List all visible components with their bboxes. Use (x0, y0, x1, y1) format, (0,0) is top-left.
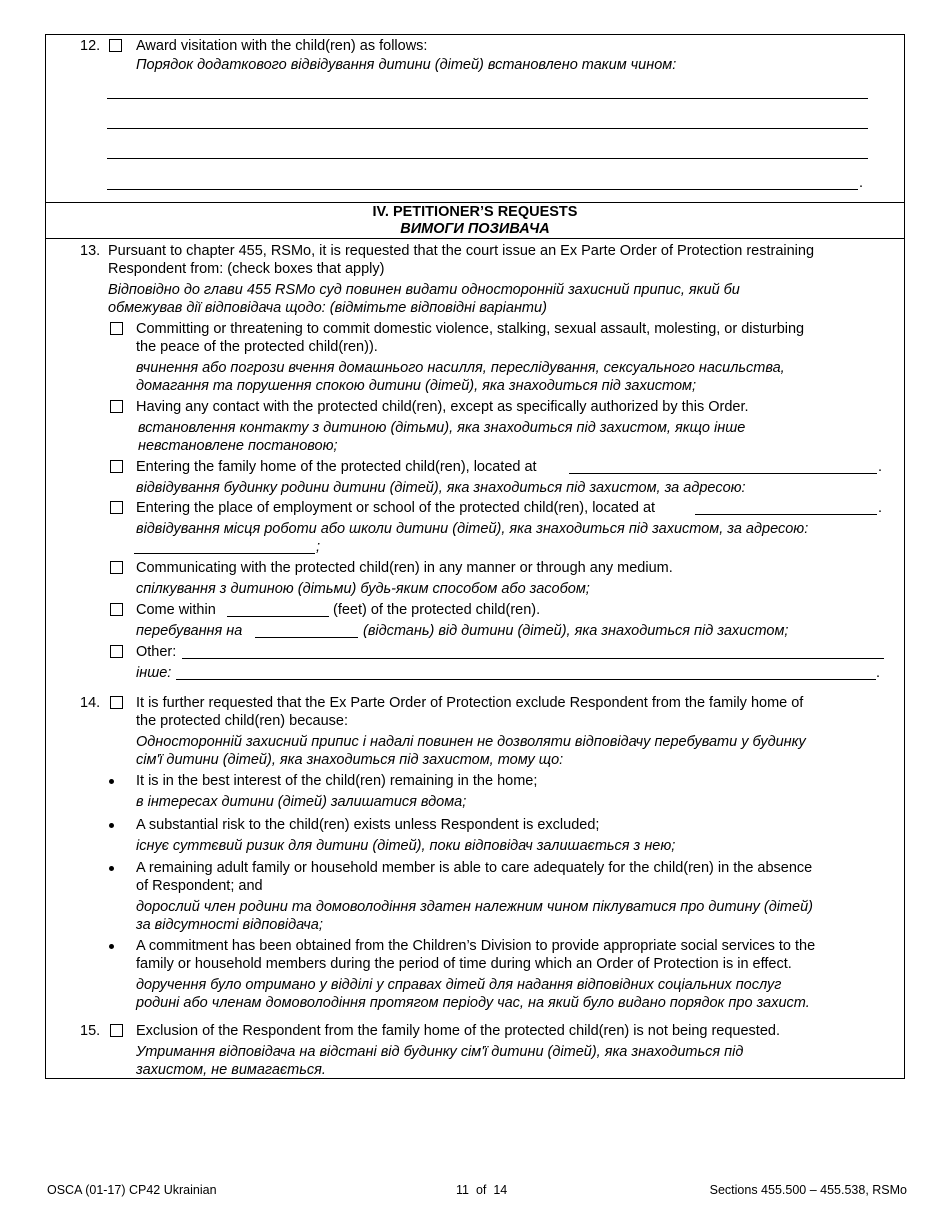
opt-communicating-uk: спілкування з дитиною (дітьми) будь-яким способом або засобом; (136, 581, 590, 597)
bullet-2-uk: існує суттєвий ризик для дитини (дітей), поки відповідач залишається з нею; (136, 838, 676, 854)
footer-statute-sections: Sections 455.500 – 455.538, RSMo (709, 1183, 907, 1197)
item-13-text-uk-1: Відповідно до глави 455 RSMo суд повинен видати односторонній захисний припис, який би (108, 282, 740, 298)
item-14-checkbox[interactable] (110, 696, 123, 709)
opt-family-home-uk: відвідування будинку родини дитини (дітей), яка знаходиться під захистом, за адресою: (136, 480, 746, 496)
opt-contact-uk-2: невстановлене постановою; (138, 438, 338, 454)
section-title: IV. PETITIONER’S REQUESTS (372, 204, 578, 220)
opt-communicating-en: Communicating with the protected child(ren) in any manner or through any medium. (136, 560, 673, 576)
opt-other-uk: інше: (136, 665, 172, 681)
bullet-icon (109, 866, 114, 871)
visitation-line-4[interactable] (107, 189, 858, 190)
item-12-number: 12. (80, 38, 101, 54)
bullet-1-uk: в інтересах дитини (дітей) залишатися вдома; (136, 794, 467, 810)
item-14-text-en-1: It is further requested that the Ex Parte Order of Protection exclude Respondent from the family home of (136, 695, 804, 711)
footer-form-id: OSCA (01-17) CP42 Ukrainian (47, 1183, 217, 1197)
bullet-icon (109, 823, 114, 828)
employment-address-line[interactable] (695, 514, 877, 515)
item-13-number: 13. (80, 243, 101, 259)
opt-domestic-violence-en-1: Committing or threatening to commit domestic violence, stalking, sexual assault, molesting, or disturbing (136, 321, 805, 337)
item-15-number: 15. (80, 1023, 101, 1039)
item-14-text-uk-2: сім'ї дитини (дітей), яка знаходиться під захистом, тому що: (136, 752, 564, 768)
item-15-text-uk-2: захистом, не вимагається. (136, 1062, 326, 1078)
item-13-text-uk-2: обмежував дії відповідача щодо: (відмітьте відповідні варіанти) (108, 300, 547, 316)
opt-contact-checkbox[interactable] (110, 400, 123, 413)
opt-distance-uk-a: перебування на (136, 623, 243, 639)
bullet-3-uk-1: дорослий член родини та домоволодіння здатен належним чином піклуватися про дитину (дітей) (136, 899, 813, 915)
bullet-4-en-2: family or household members during the period of time during which an Order of Protection is in effect. (136, 956, 792, 972)
item-14-number: 14. (80, 695, 101, 711)
item-12-text-uk: Порядок додаткового відвідування дитини (дітей) встановлено таким чином: (136, 57, 677, 73)
bullet-icon (109, 944, 114, 949)
opt-family-home-period: . (878, 459, 883, 475)
visitation-line-2[interactable] (107, 128, 868, 129)
opt-employment-checkbox[interactable] (110, 501, 123, 514)
opt-other-period: . (876, 665, 881, 681)
opt-employment-semicolon: ; (316, 539, 321, 555)
page-current: 11 (456, 1183, 469, 1197)
item-12-text-en: Award visitation with the child(ren) as follows: (136, 38, 428, 54)
opt-other-en: Other: (136, 644, 177, 660)
item-15-text-en: Exclusion of the Respondent from the family home of the protected child(ren) is not being requested. (136, 1023, 780, 1039)
family-home-address-line[interactable] (569, 473, 877, 474)
opt-contact-uk-1: встановлення контакту з дитиною (дітьми), яка знаходиться під захистом, якщо інше (138, 420, 746, 436)
distance-feet-line[interactable] (227, 616, 329, 617)
item-15-checkbox[interactable] (110, 1024, 123, 1037)
opt-employment-uk: відвідування місця роботи або школи дитини (дітей), яка знаходиться під захистом, за адресою: (136, 521, 809, 537)
opt-contact-en: Having any contact with the protected child(ren), except as specifically authorized by this Order. (136, 399, 749, 415)
other-line-uk[interactable] (176, 679, 876, 680)
section-subtitle: ВИМОГИ ПОЗИВАЧА (400, 221, 550, 237)
bullet-4-uk-1: доручення було отримано у відділі у справах дітей для надання відповідних соціальних послуг (136, 977, 782, 993)
bullet-4-uk-2: родині або членам домоволодіння протягом періоду час, на який було видано порядок про захист. (136, 995, 810, 1011)
opt-employment-period: . (878, 500, 883, 516)
bullet-1-en: It is in the best interest of the child(ren) remaining in the home; (136, 773, 538, 789)
opt-domestic-violence-uk-1: вчинення або погрози вчення домашнього насилля, переслідування, сексуального насильства, (136, 360, 785, 376)
item-14-text-uk-1: Односторонній захисний припис і надалі повинен не дозволяти відповідачу перебувати у будинку (136, 734, 806, 750)
item-15-text-uk-1: Утримання відповідача на відстані від будинку сім'ї дитини (дітей), яка знаходиться під (136, 1044, 744, 1060)
opt-employment-en: Entering the place of employment or school of the protected child(ren), located at (136, 500, 656, 516)
item-12-period: . (859, 175, 864, 191)
bullet-3-en-2: of Respondent; and (136, 878, 263, 894)
visitation-line-1[interactable] (107, 98, 868, 99)
opt-distance-en-a: Come within (136, 602, 216, 618)
opt-communicating-checkbox[interactable] (110, 561, 123, 574)
visitation-line-3[interactable] (107, 158, 868, 159)
employment-address-line-uk[interactable] (134, 553, 315, 554)
footer-page-number (456, 1182, 507, 1198)
opt-domestic-violence-en-2: the peace of the protected child(ren)). (136, 339, 378, 355)
opt-other-checkbox[interactable] (110, 645, 123, 658)
item-13-text-en-1: Pursuant to chapter 455, RSMo, it is requested that the court issue an Ex Parte Order of Protection restraining (108, 243, 815, 259)
opt-distance-uk-b: (відстань) від дитини (дітей), яка знаходиться під захистом; (363, 623, 789, 639)
opt-domestic-violence-checkbox[interactable] (110, 322, 123, 335)
other-line-en[interactable] (182, 658, 884, 659)
bullet-2-en: A substantial risk to the child(ren) exists unless Respondent is excluded; (136, 817, 600, 833)
distance-uk-line[interactable] (255, 637, 358, 638)
bullet-4-en-1: A commitment has been obtained from the Children’s Division to provide appropriate social services to the (136, 938, 816, 954)
opt-family-home-checkbox[interactable] (110, 460, 123, 473)
bullet-icon (109, 779, 114, 784)
item-14-text-en-2: the protected child(ren) because: (136, 713, 348, 729)
opt-family-home-en: Entering the family home of the protected child(ren), located at (136, 459, 537, 475)
bullet-3-uk-2: за відсутності відповідача; (136, 917, 323, 933)
item-12-checkbox[interactable] (109, 39, 122, 52)
opt-distance-checkbox[interactable] (110, 603, 123, 616)
bullet-3-en-1: A remaining adult family or household member is able to care adequately for the child(ren) in the absence (136, 860, 813, 876)
page-total: 14 (493, 1183, 508, 1197)
opt-domestic-violence-uk-2: домагання та порушення спокою дитини (дітей), яка знаходиться під захистом; (136, 378, 696, 394)
item-13-text-en-2: Respondent from: (check boxes that apply) (108, 261, 385, 277)
section-divider-bottom (45, 238, 905, 239)
opt-distance-en-b: (feet) of the protected child(ren). (333, 602, 541, 618)
page-of: of (475, 1183, 487, 1197)
